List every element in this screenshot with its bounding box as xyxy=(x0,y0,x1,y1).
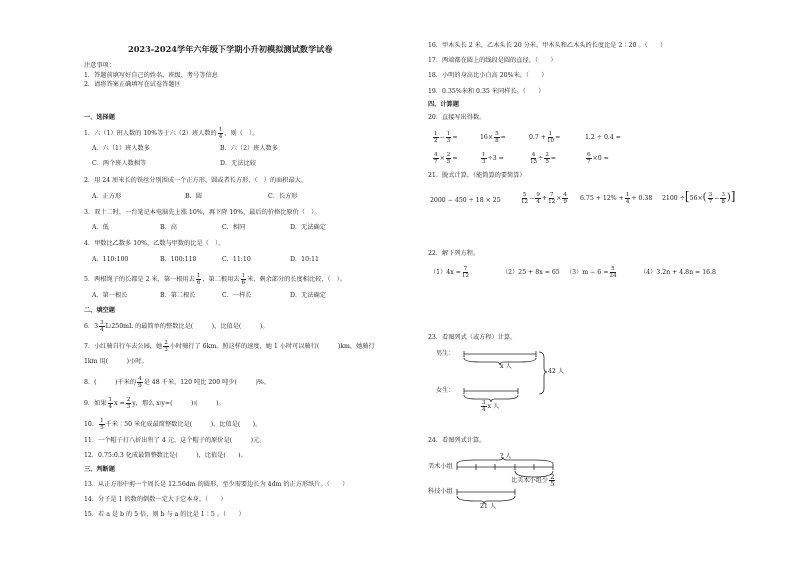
q21-item-4: 2100 ÷[56×( $\frac{3}{7}$ − $\frac{3}{8}$ )] xyxy=(662,189,736,205)
question-6: 6．3 $\frac{3}{4}$ L∶250mL 的最简单的整数比是( )，比值是( )。 xyxy=(84,320,269,333)
q20-item-5: $\frac{4}{7}$ × $\frac{2}{5}$ = xyxy=(434,152,458,165)
question-21: 21．脱式计算。（能简算的要简算） xyxy=(428,172,526,179)
question-10: 10． $\frac{1}{5}$ 千米∶50 米化成最简整数比是( )，比值是( )。 xyxy=(84,418,262,431)
q4-option-a: A．110:100 xyxy=(92,256,129,263)
q22-item-2: （2）25 + 8x = 65 xyxy=(502,269,560,276)
q20-item-6: $\frac{1}{3}$ ÷3 = xyxy=(482,152,504,165)
q3-option-a: A．低 xyxy=(92,224,109,231)
question-11: 11．一个帽子打八折出售了 4 元，这个帽子的原价是( )元。 xyxy=(84,437,266,444)
q21-item-2: $\frac{5}{12}$ − $\frac{9}{4}$ + $\frac{7}{12}$ × $\frac{4}{9}$ xyxy=(521,192,567,205)
q24-art-label: 美术小组 xyxy=(428,463,453,470)
question-17: 17．两端都在圆上的线段是圆的直径。（ ） xyxy=(428,57,557,64)
question-19: 19．0.35%米和 0.35 米同样长。（ ） xyxy=(428,88,545,95)
q24-unknown-label: ? 人 xyxy=(500,453,512,460)
q24-total-label: 21 人 xyxy=(480,503,497,510)
page-title: 2023-2024学年六年级下学期小升初模拟测试数学试卷 xyxy=(128,44,333,54)
question-4: 4．甲数比乙数多 10%，乙数与甲数的比是（ ）。 xyxy=(84,240,225,247)
q23-girls-label: 女生： xyxy=(436,387,455,394)
q4-option-b: B．100:110 xyxy=(160,256,197,263)
q20-item-3: 0.7 + $\frac{1}{10}$ = xyxy=(529,131,561,144)
question-13: 13．从正方形中剪一个周长是 12.56dm 的圆形，至少需要边长为 4dm 的正方形纸片。（ ） xyxy=(84,481,349,488)
q4-option-c: C．11:10 xyxy=(222,256,251,263)
q20-item-1: $\frac{1}{2}$ − $\frac{1}{3}$ = xyxy=(434,131,458,144)
notice-item-1: 1．答题前填写好自己的姓名、班级、考号等信息 xyxy=(84,72,218,79)
q1-option-d: D．无法比较 xyxy=(220,160,256,167)
section-heading-calc: 四、计算题 xyxy=(428,101,459,108)
question-12: 12．0.75:0.3 化成最简整数比是( )，比值是( )。 xyxy=(84,452,247,459)
q4-option-d: D．10:11 xyxy=(290,256,319,263)
q3-option-d: D．无法确定 xyxy=(290,224,326,231)
q1-option-b: B．六（2）班人数多 xyxy=(220,145,278,152)
q20-item-4: 1.2 ÷ 0.4 = xyxy=(585,134,621,141)
q23-girls-frac-label: $\frac{3}{4}$ x 人 xyxy=(482,400,500,413)
question-7-line-2: 1km 用( )小时。 xyxy=(84,358,148,365)
question-7-line-1: 7．小红骑自行车去公园，她 $\frac{2}{3}$ 小时骑行了 6km。照这样的速度，她 1 小时可以骑行( )km，她骑行 xyxy=(84,340,375,353)
question-9: 9．如果 $\frac{1}{4}$ x = $\frac{2}{3}$ y，那么 x∶y=( )∶( )。 xyxy=(84,397,225,410)
q22-item-3: （3）m − 6 = $\frac{5}{24}$ xyxy=(566,266,617,279)
question-15: 15．若 a 是 b 的 5 倍，则 b 与 a 的比是 1∶5 。（ ） xyxy=(84,511,245,518)
q20-item-8: $\frac{6}{7}$ ×0 = xyxy=(587,152,609,165)
q24-segment-diagram xyxy=(455,455,565,515)
question-22: 22．解下列方程。 xyxy=(428,250,480,257)
q3-option-b: B．高 xyxy=(160,224,177,231)
question-2: 2．用 24 厘米长的铁丝分别围成一个正方形、圆或者长方形，（ ）的面积最大。 xyxy=(84,177,308,184)
q5-option-a: A．第一根长 xyxy=(92,292,128,299)
question-16: 16．甲木头长 2 米，乙木头长 20 分米，甲木头和乙木头的长度比是 2∶20 。（ ） xyxy=(428,42,667,49)
section-heading-judge: 三、判断题 xyxy=(84,466,115,473)
q5-option-c: C．一样长 xyxy=(222,292,252,299)
q1-option-c: C．两个班人数相等 xyxy=(92,160,147,167)
q22-item-4: （4）3.2n + 4.8n = 16.8 xyxy=(640,269,716,276)
question-14: 14．分子是 1 的数的倒数一定大于它本身。（ ） xyxy=(84,496,227,503)
q23-boys-label: 男生： xyxy=(436,350,455,357)
q23-x-label: x 人 xyxy=(500,363,512,370)
q20-item-2: 16× $\frac{5}{8}$ = xyxy=(480,131,506,144)
question-18: 18．小明的身高比小白高 20%米。（ ） xyxy=(428,72,548,79)
notice-item-2: 2．请将答案正确填写在试卷答题区 xyxy=(84,81,181,88)
q1-option-a: A．六（1）班人数多 xyxy=(92,145,150,152)
question-20: 20．直接写出得数。 xyxy=(428,114,486,121)
q2-option-a: A．正方形 xyxy=(92,193,122,200)
question-1: 1．六（1）班人数的 10%等于六（2）班人数的 $\frac{1}{4}$ ，则（ ）。 xyxy=(84,127,259,140)
section-heading-choice: 一、选择题 xyxy=(84,114,115,121)
question-5: 5．两根绳子的长都是 2 米，第一根用去 $\frac{1}{6}$ ，第二根用去 $\frac{1}{6}$ 米，剩余部分的长度相比较，（ ）。 xyxy=(84,273,347,286)
q21-item-1: 2000 − 450 ÷ 18 × 25 xyxy=(430,197,501,204)
q2-option-b: B．圆 xyxy=(185,193,202,200)
q2-option-c: C．长方形 xyxy=(268,193,298,200)
section-heading-fill: 二、填空题 xyxy=(84,307,115,314)
q23-total-label: 42 人 xyxy=(548,368,565,375)
question-23: 23．看图列式（或方程）计算。 xyxy=(428,334,517,341)
question-8: 8．( )千米的 $\frac{4}{9}$ 是 48 千米，120 吨比 200 吨少( )%。 xyxy=(84,376,270,389)
q24-sci-label: 科技小组 xyxy=(428,488,453,495)
q5-option-d: D．无法确定 xyxy=(290,292,326,299)
notice-heading: 注意事项： xyxy=(84,62,115,69)
question-3: 3．双十二时，一台笔记本电脑先上涨 10%，再下降 10%，最后的价格比原价（ ）。 xyxy=(84,209,321,216)
q5-option-b: B．第二根长 xyxy=(160,292,196,299)
q21-item-3: 6.75 + 12% + $\frac{1}{4}$ + 0.38 xyxy=(580,192,653,205)
q22-item-1: （1）4x = $\frac{7}{12}$ xyxy=(430,266,470,279)
q24-less-label: 比美术小组少 $\frac{2}{5}$ xyxy=(511,473,555,488)
q20-item-7: $\frac{4}{15}$ ÷ $\frac{2}{5}$ = xyxy=(530,152,557,165)
q3-option-c: C．相同 xyxy=(222,224,246,231)
question-24: 24．看图列式计算。 xyxy=(428,437,486,444)
q23-segment-diagram xyxy=(460,344,550,416)
